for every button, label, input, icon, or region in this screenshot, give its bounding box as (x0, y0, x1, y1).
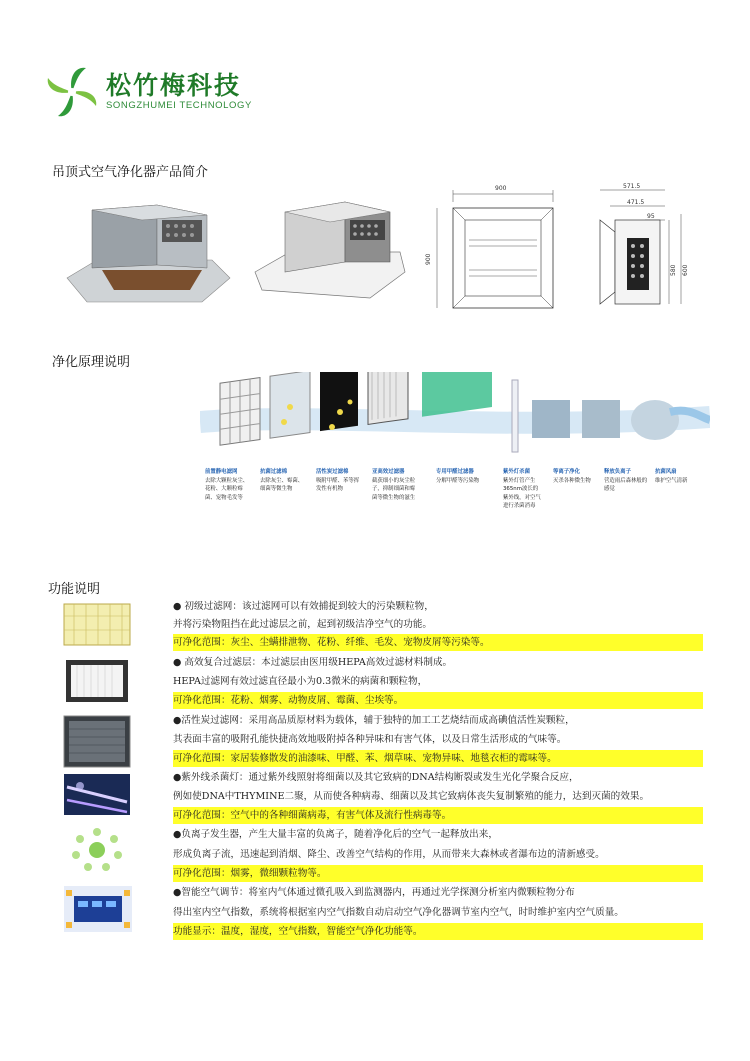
stage-label-5 (436, 468, 484, 485)
section-title-principle: 净化原理说明 (52, 355, 131, 370)
dim-depth-top: 900 (425, 253, 432, 265)
uv-lamp-image (62, 772, 132, 817)
feature-4-range: 可净化范围：空气中的各种细菌病毒，有害气体及流行性病毒等。 (173, 807, 703, 824)
feature-4-line-1: ●紫外线杀菌灯：通过紫外线照射将细菌以及其它致病的DNA结构断裂或发生光化学聚合反应， (173, 772, 579, 783)
top-view-technical-drawing (425, 180, 575, 315)
stage-label-3 (316, 468, 364, 494)
feature-6-display: 功能显示：温度，湿度，空气指数，智能空气净化功能等。 (173, 923, 703, 940)
primary-filter-mesh-image (62, 602, 132, 647)
stage-name: 等离子净化 (553, 469, 580, 475)
stage-label-1 (205, 468, 253, 502)
product-image-line-view (250, 190, 410, 315)
section-title-features: 功能说明 (48, 582, 101, 597)
stage-name: 紫外灯杀菌 (503, 469, 530, 475)
stage-name: 专用甲醛过滤器 (436, 469, 474, 475)
feature-5-line-2: 形成负离子流，迅速起到消烟、降尘、改善空气结构的作用，从而带来大森林或者瀑布边的清新感受。 (173, 849, 605, 860)
feature-3-line-1: ●活性炭过滤网：采用高品质原材料为载体，辅于独特的加工工艺烧结而成高碘值活性炭颗粒， (173, 715, 575, 726)
dim-height-b: 600 (682, 264, 689, 276)
feature-6-line-1: ●智能空气调节：将室内气体通过微孔吸入到监测器内，再通过光学探测分析室内微颗粒物分布 (173, 887, 575, 898)
feature-1-range: 可净化范围：灰尘、尘螨排泄物、花粉、纤维、毛发、宠物皮屑等污染等。 (173, 634, 703, 651)
stage-desc: 灭杀各种微生物 (553, 477, 591, 484)
feature-3-line-2: 其表面丰富的吸附孔能快捷高效地吸附掉各种异味和有害气体，以及日常生活形成的气味等。 (173, 734, 567, 745)
activated-carbon-filter-image (62, 714, 132, 769)
negative-ion-generator-image (62, 825, 132, 875)
stage-label-4 (372, 468, 420, 502)
stage-name: 抗菌风扇 (655, 469, 677, 475)
product-image-angled-view (62, 190, 232, 315)
stage-desc: 去除大颗粒灰尘、花粉、大颗粒霉菌、宠物毛发等 (205, 477, 249, 501)
stage-name: 亚高效过滤器 (372, 469, 405, 475)
feature-4-line-2: 例如使DNA中THYMINE二聚，从而使各种病毒、细菌以及其它致病体丧失复制繁殖的能力，达到灭菌的效果。 (173, 791, 650, 802)
dim-width-top: 900 (495, 185, 507, 192)
feature-6-line-2: 得出室内空气指数，系统将根据室内空气指数自动启动空气净化器调节室内空气，时时维护室内空气质量。 (173, 907, 624, 918)
feature-2-line-1: ● 高效复合过滤层：本过滤层由医用级HEPA高效过滤材料制成。 (173, 657, 453, 668)
filter-layers-illustration (200, 372, 710, 462)
dim-side-c: 95 (647, 213, 655, 220)
feature-2-range: 可净化范围：花粉、烟雾、动物皮屑、霉菌、尘埃等。 (173, 692, 703, 709)
brand-name-en: SONGZHUMEI TECHNOLOGY (106, 100, 252, 111)
stage-desc: 截获细小的灰尘粒子，抑制细菌和霉菌等微生物的滋生 (372, 477, 416, 501)
hepa-filter-image (62, 656, 132, 706)
dim-height-a: 580 (670, 264, 677, 276)
stage-name: 释放负离子 (604, 469, 631, 475)
stage-desc: 去除灰尘、霉菌、细菌等微生物 (260, 477, 304, 493)
stage-desc: 维护空气清新 (655, 477, 688, 484)
stage-label-2 (260, 468, 308, 494)
stage-label-9 (655, 468, 695, 485)
stage-name: 抗菌过滤棉 (260, 469, 287, 475)
dim-side-b: 471.5 (627, 199, 645, 206)
dim-side-a: 571.5 (623, 183, 641, 190)
brand-name-cn: 松竹梅科技 (106, 71, 242, 100)
stage-desc: 紫外灯管产生365nm波长的紫外线，对空气进行杀菌消毒 (503, 477, 541, 510)
stage-desc: 分解甲醛等污染物 (436, 477, 480, 484)
feature-5-range: 可净化范围：烟雾，微细颗粒物等。 (173, 865, 703, 882)
stage-label-7 (553, 468, 597, 485)
stage-label-8 (604, 468, 648, 494)
stage-desc: 吸附甲醛、苯等挥发性有机物 (316, 477, 360, 493)
side-view-technical-drawing (585, 180, 695, 315)
feature-3-range: 可净化范围：家居装修散发的油漆味、甲醛、苯、烟草味、宠物异味、地毯衣柜的霉味等。 (173, 750, 703, 767)
stage-label-6 (503, 468, 543, 511)
stage-desc: 营造雨后森林般的感觉 (604, 477, 648, 493)
feature-1-line-1: ● 初级过滤网：该过滤网可以有效捕捉到较大的污染颗粒物， (173, 601, 434, 612)
brand-logo-icon (42, 62, 102, 122)
stage-name: 活性炭过滤棉 (316, 469, 349, 475)
smart-air-display-image (62, 884, 134, 934)
feature-2-line-2: HEPA过滤网有效过滤直径最小为0.3微米的病菌和颗粒物， (173, 676, 428, 687)
stage-name: 前置静电滤网 (205, 469, 238, 475)
feature-5-line-1: ●负离子发生器，产生大量丰富的负离子，随着净化后的空气一起释放出来， (173, 829, 498, 840)
feature-1-line-2: 并将污染物阻挡在此过滤层之前，起到初级洁净空气的功能。 (173, 619, 433, 630)
section-title-product-intro: 吊顶式空气净化器产品简介 (52, 165, 209, 180)
